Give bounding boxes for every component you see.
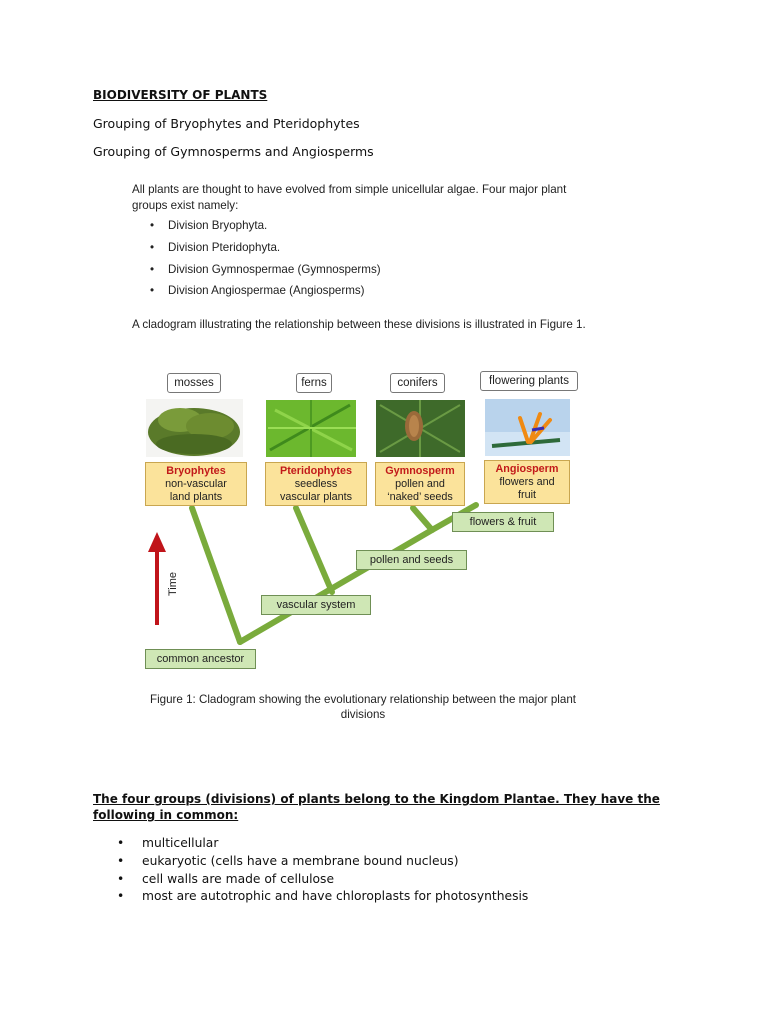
list-item: • most are autotrophic and have chloroplasts for photosynthesis — [117, 889, 529, 904]
label-flowering-plants: flowering plants — [480, 371, 578, 391]
flower-photo — [485, 399, 570, 456]
label-ferns: ferns — [296, 373, 332, 393]
label-conifers: conifers — [390, 373, 445, 393]
trunk — [240, 530, 432, 642]
node-vascular-system: vascular system — [261, 595, 371, 615]
division-box-pteridophytes: Pteridophytes seedless vascular plants — [265, 462, 367, 506]
division-box-bryophytes: Bryophytes non-vascular land plants — [145, 462, 247, 506]
branch-pteridophytes — [296, 508, 332, 592]
fern-photo — [266, 400, 356, 457]
time-label: Time — [167, 571, 179, 597]
list-item: • eukaryotic (cells have a membrane bound nucleus) — [117, 853, 459, 868]
subtitle-bryophytes-pteridophytes: Grouping of Bryophytes and Pteridophytes — [93, 116, 360, 131]
conifer-photo — [376, 400, 465, 457]
division-bullet: • Division Angiospermae (Angiosperms) — [150, 284, 365, 297]
moss-photo — [146, 399, 243, 457]
list-item: • multicellular — [117, 836, 219, 850]
list-item: • cell walls are made of cellulose — [117, 871, 335, 886]
time-arrow — [148, 532, 166, 625]
division-box-gymnosperm: Gymnosperm pollen and ‘naked’ seeds — [375, 462, 465, 506]
node-flowers-fruit: flowers & fruit — [452, 512, 554, 532]
cladogram-intro: A cladogram illustrating the relationship between these divisions is illustrated in Figure 1. — [132, 318, 586, 331]
intro-paragraph: All plants are thought to have evolved from simple unicellular algae. Four major plant groups exist namely: — [132, 183, 567, 212]
division-bullet: • Division Bryophyta. — [150, 219, 268, 232]
common-features-list — [117, 835, 528, 906]
division-box-angiosperm: Angiosperm flowers and fruit — [484, 460, 570, 504]
node-common-ancestor: common ancestor — [145, 649, 256, 669]
common-features-heading: The four groups (divisions) of plants belong to the Kingdom Plantae. They have the following in common: — [93, 792, 660, 822]
label-mosses: mosses — [167, 373, 221, 393]
figure-caption: Figure 1: Cladogram showing the evolutionary relationship between the major plant divisions — [150, 693, 576, 721]
subtitle-gymnosperms-angiosperms: Grouping of Gymnosperms and Angiosperms — [93, 144, 374, 159]
division-bullet: • Division Gymnospermae (Gymnosperms) — [150, 263, 381, 276]
document-title: BIODIVERSITY OF PLANTS — [93, 88, 268, 102]
branch-gymnosperm — [413, 508, 432, 530]
node-pollen-seeds: pollen and seeds — [356, 550, 467, 570]
branch-bryophytes — [192, 508, 240, 642]
division-bullet: • Division Pteridophyta. — [150, 241, 281, 254]
